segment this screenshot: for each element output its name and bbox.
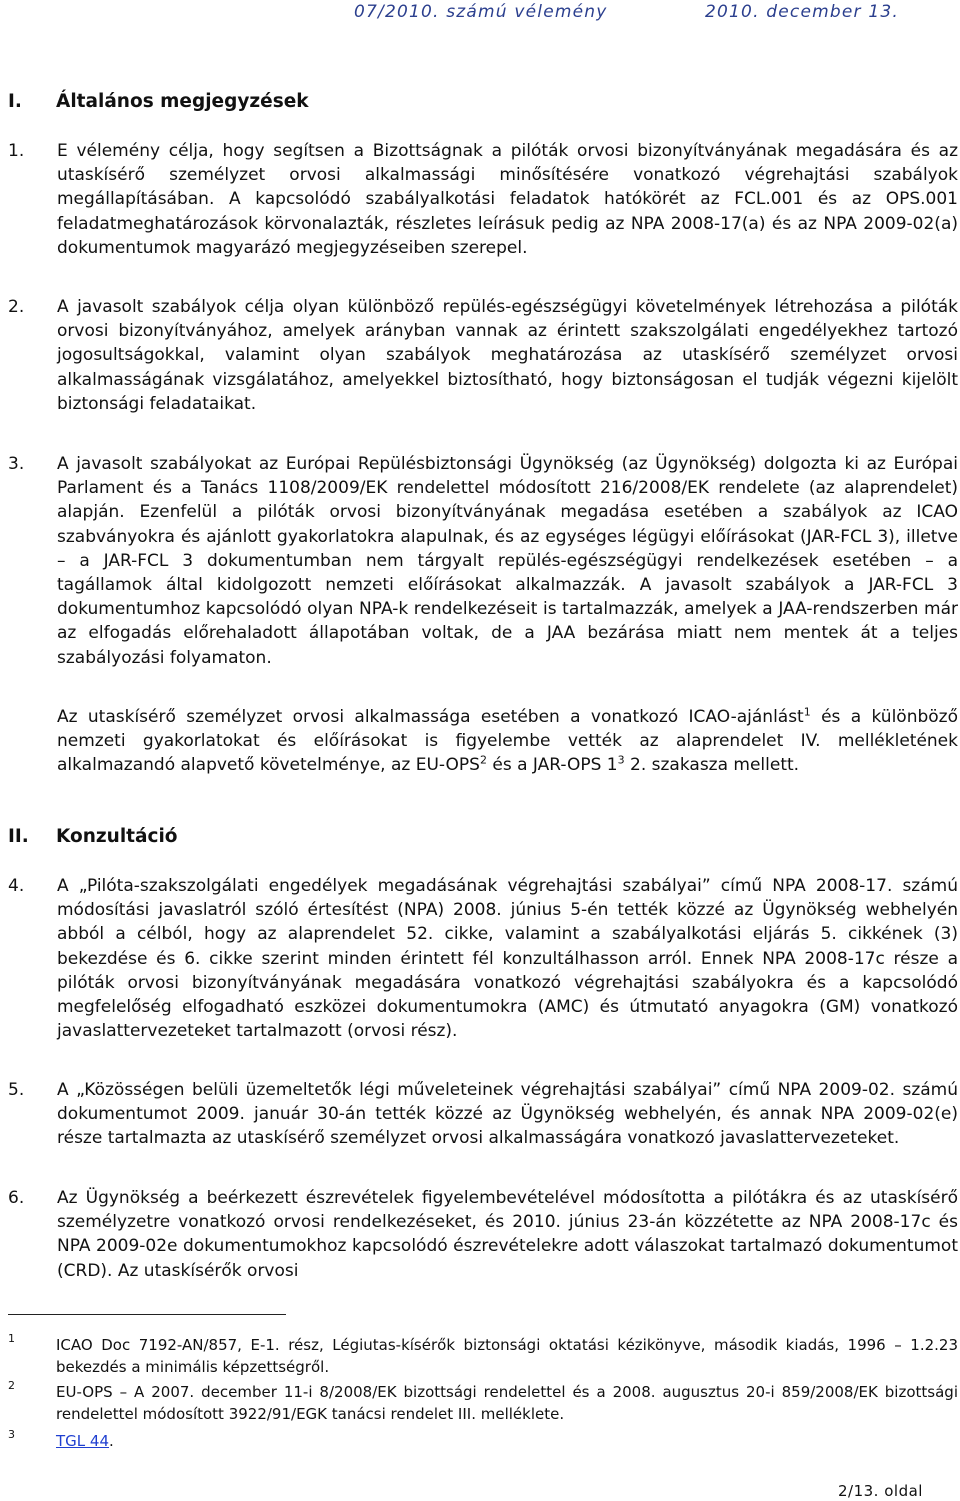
- paragraph-text: A „Közösségen belüli üzemeltetők légi műveleteinek végrehajtási szabályai” című NPA 2009-02. számú dokumentumot 2009. január 30-án tették közzé az Ügynökség webhelyén, és annak NPA 2009-02(e) része tartalmazta az utaskísérő személyzet orvosi alkalmasságára vonatkozó javaslattervezeteket.: [57, 1080, 958, 1149]
- footnote-mark: 2: [8, 1379, 15, 1392]
- section-title: Általános megjegyzések: [56, 91, 309, 112]
- paragraph-text: [57, 705, 958, 778]
- paragraph-text: A „Pilóta-szakszolgálati engedélyek megadásának végrehajtási szabályai” című NPA 2008-17. számú módosítási javaslatról szóló értesítést (NPA) 2008. június 5-én tették közzé az Ügynökség webhelyén abból a célból, hogy az alaprendelet 52. cikke, valamint a szabályalkotási eljárás 5. cikkének (3) bekezdése és 6. cikke szerint minden érintett fél konzultálhasson arról. Ennek NPA 2008-17c része a pilóták orvosi bizonyítványának megadására vonatkozó végrehajtási szabályokra és a kapcsolódó megfelelőség elfogadható eszközei dokumentumokra (AMC) és útmutató anyagokra (GM) vonatkozó javaslattervezeteket tartalmazott (orvosi rész).: [57, 876, 958, 1042]
- text-run: és a különböző nemzeti gyakorlatokat és előírásokat is figyelembe vették az alaprendelet IV. mellékletének alkalmazandó alapvető követelménye, az EU-OPS: [57, 707, 958, 776]
- paragraph-number: 6.: [8, 1188, 25, 1208]
- paragraph-text: Az Ügynökség a beérkezett észrevételek figyelembevételével módosította a pilótákra és az utaskísérő személyzetre vonatkozó orvosi rendelkezéseket, és 2010. június 23-án közzétette az NPA 2008-17c és NPA 2009-02e dokumentumokhoz kapcsolódó észrevételekre adott válaszokat tartalmazó dokumentumot (CRD). Az utaskísérők orvosi: [57, 1188, 958, 1281]
- section-number: II.: [8, 826, 29, 847]
- footnote-mark: 3: [8, 1428, 15, 1441]
- paragraph-text: A javasolt szabályokat az Európai Repülésbiztonsági Ügynökség (az Ügynökség) dolgozta ki az Európai Parlament és a Tanács 1108/2009/EK rendelettel módosított 216/2008/EK rendelete (az alaprendelet) alapján. Ezenfelül a pilóták orvosi bizonyítványának megadása esetében a szabályok az ICAO szabványokra és ajánlott gyakorlatokra alapulnak, és az egységes légügyi előírásokat (JAR-FCL 3), illetve – a JAR-FCL 3 dokumentumban nem tárgyalt repülés-egészségügyi rendelkezések esetében – a tagállamok által kidolgozott nemzeti előírásokat alkalmazzák. A javasolt szabályok a JAR-FCL 3 dokumentumhoz kapcsolódó olyan NPA-k rendelkezéseit is tartalmazzák, amelyek a JAA-rendszerben már az elfogadás előrehaladott állapotában voltak, de a JAA bezárása miatt nem mentek át a teljes szabályozási folyamaton.: [57, 454, 958, 668]
- paragraph-text: A javasolt szabályok célja olyan különböző repülés-egészségügyi követelmények létrehozása a pilóták orvosi bizonyítványához, amelyek arányban vannak az érintett szakszolgálati engedélyekhez tartozó jogosultságokkal, valamint olyan szabályok meghatározása az utaskísérő személyzet orvosi alkalmasságának vizsgálatához, amelyekkel biztosítható, hogy biztonságosan el tudják végezni kijelölt biztonsági feladataikat.: [57, 297, 958, 414]
- paragraph-number: 1.: [8, 141, 25, 161]
- section-number: I.: [8, 91, 22, 112]
- text-run: 2. szakasza mellett.: [624, 755, 800, 776]
- footnote-3: [8, 1430, 958, 1452]
- opinion-reference: 07/2010. számú vélemény: [354, 2, 608, 22]
- text-run: .: [109, 1432, 114, 1450]
- footnote-ref-2[interactable]: 2: [479, 753, 487, 767]
- paragraph-4: [8, 874, 958, 1043]
- footnote-ref-1[interactable]: 1: [803, 705, 811, 719]
- paragraph-3: [8, 452, 958, 670]
- paragraph-2: [8, 295, 958, 416]
- text-run: Az utaskísérő személyzet orvosi alkalmassága esetében a vonatkozó ICAO-ajánlást: [57, 707, 804, 727]
- paragraph-number: 3.: [8, 454, 25, 474]
- paragraph-3-continued: [8, 705, 958, 778]
- footnote-2: [8, 1381, 958, 1425]
- paragraph-1: [8, 139, 958, 260]
- footnote-1: [8, 1334, 958, 1378]
- footnote-mark: 1: [8, 1332, 15, 1345]
- footnote-ref-3[interactable]: 3: [617, 753, 625, 767]
- text-run: és a JAR-OPS 1: [486, 755, 618, 776]
- footnote-separator: [8, 1314, 286, 1315]
- footnote-text: EU-OPS – A 2007. december 11-i 8/2008/EK bizottsági rendelettel és a 2008. augusztus 20-i 859/2008/EK bizottsági rendelettel módosított 3922/91/EGK tanácsi rendelet III. melléklete.: [56, 1383, 958, 1423]
- paragraph-number: 4.: [8, 876, 25, 896]
- paragraph-5: [8, 1078, 958, 1151]
- footnote-text: [56, 1430, 958, 1452]
- paragraph-6: [8, 1186, 958, 1283]
- page-number: 2/13. oldal: [838, 1482, 923, 1500]
- section-heading-consultation: [8, 826, 178, 847]
- header-date: 2010. december 13.: [705, 2, 899, 22]
- paragraph-number: 5.: [8, 1080, 25, 1100]
- section-title: Konzultáció: [56, 826, 178, 847]
- footnote-text: ICAO Doc 7192-AN/857, E-1. rész, Légiutas-kísérők biztonsági oktatási kézikönyve, második kiadás, 1996 – 1.2.23 bekezdés a minimális képzettségről.: [56, 1336, 958, 1376]
- section-heading-general: [8, 91, 309, 112]
- page-header: [0, 0, 960, 22]
- paragraph-text: E vélemény célja, hogy segítsen a Bizottságnak a pilóták orvosi bizonyítványának megadására és az utaskísérő személyzet orvosi alkalmassági minősítésére vonatkozó végrehajtási szabályok megállapításában. A kapcsolódó szabályalkotási feladatok hatókörét az FCL.001 és az OPS.001 feladatmeghatározások körvonalazták, részletes leírásuk pedig az NPA 2008-17(a) és az NPA 2009-02(a) dokumentumok magyarázó megjegyzéseiben szerepel.: [57, 141, 958, 258]
- paragraph-number: 2.: [8, 297, 25, 317]
- tgl-44-link[interactable]: TGL 44: [56, 1432, 109, 1450]
